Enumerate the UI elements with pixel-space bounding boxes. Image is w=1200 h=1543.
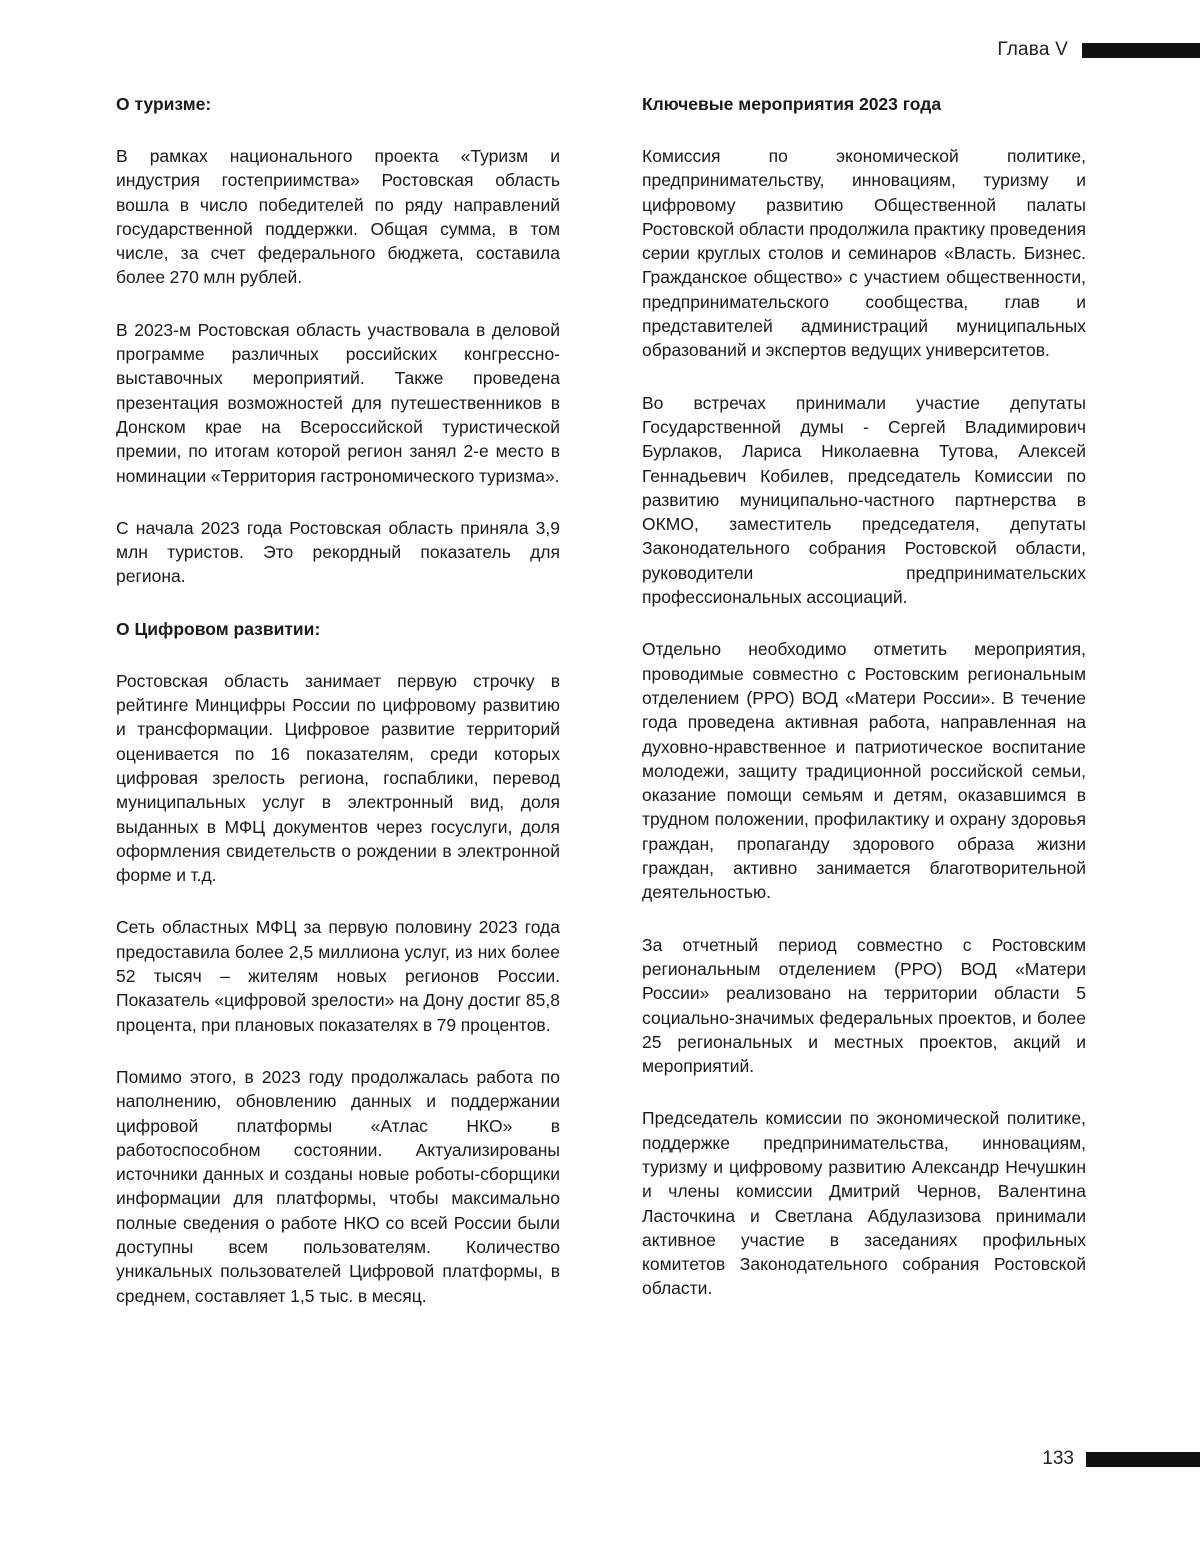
- footer-marker-bar: [1086, 1452, 1200, 1467]
- events-paragraph-1: Комиссия по экономической политике, предпринимательству, инновациям, туризму и цифровому развитию Общественной палаты Ростовской области продолжила практику проведения серии круглых столов и семинаров «Власть. Бизнес. Гражданское общество» с участием общественности, предпринимательского сообщества, глав и представителей администраций муниципальных образований и экспертов ведущих университетов.: [642, 146, 1086, 361]
- tourism-heading: О туризме:: [116, 94, 212, 114]
- chapter-marker-bar: [1082, 43, 1200, 58]
- events-paragraph-3: Отдельно необходимо отметить мероприятия, проводимые совместно с Ростовским региональным отделением (РРО) ВОД «Матери России». В течение года проведена активная работа, направленная на духовно-нравственное и патриотическое воспитание молодежи, защиту традиционной российской семьи, оказание помощи семьям и детям, оказавшимся в трудном положении, профилактику и охрану здоровья граждан, пропаганду здорового образа жизни граждан, активно занимается благотворительной деятельностью.: [642, 639, 1086, 903]
- tourism-paragraph-1: В рамках национального проекта «Туризм и индустрия гостеприимства» Ростовская область вошла в число победителей по ряду направлений государственной поддержки. Общая сумма, в том числе, за счет федерального бюджета, составила более 270 млн рублей.: [116, 146, 560, 288]
- page-footer: [1042, 1446, 1200, 1472]
- chapter-header: [997, 38, 1200, 62]
- digital-paragraph-3: Помимо этого, в 2023 году продолжалась работа по наполнению, обновлению данных и поддержании цифровой платформы «Атлас НКО» в работоспособном состоянии. Актуализированы источники данных и созданы новые роботы-сборщики информации для платформы, чтобы максимально полные сведения о работе НКО со всей России были доступны всем пользователям. Количество уникальных пользователей Цифровой платформы, в среднем, составляет 1,5 тыс. в месяц.: [116, 1066, 560, 1306]
- digital-heading: О Цифровом развитии:: [116, 618, 321, 639]
- events-heading: Ключевые мероприятия 2023 года: [642, 94, 942, 114]
- events-paragraph-4: За отчетный период совместно с Ростовским региональным отделением (РРО) ВОД «Матери России» реализовано на территории области 5 социально-значимых федеральных проектов, и более 25 региональных и местных проектов, акций и мероприятий.: [642, 934, 1086, 1077]
- events-paragraph-5: Председатель комиссии по экономической политике, поддержке предпринимательства, инновациям, туризму и цифровому развитию Александр Нечушкин и члены комиссии Дмитрий Чернов, Валентина Ласточкина и Светлана Абдулазизова принимали активное участие в заседаниях профильных комитетов Законодательного собрания Ростовской области.: [642, 1108, 1086, 1299]
- right-column: [642, 92, 1086, 1329]
- digital-paragraph-2: Сеть областных МФЦ за первую половину 2023 года предоставила более 2,5 миллиона услуг, из них более 52 тысяч – жителям новых регионов России. Показатель «цифровой зрелости» на Дону достиг 85,8 процента, при плановых показателях в 79 процентов.: [116, 917, 560, 1035]
- chapter-label: Глава V: [997, 39, 1068, 60]
- events-paragraph-2: Во встречах принимали участие депутаты Государственной думы - Сергей Владимирович Бурлаков, Лариса Николаевна Тутова, Алексей Геннадьевич Кобилев, председатель Комиссии по развитию муниципально-частного партнерства в ОКМО, заместитель председателя, депутаты Законодательного собрания Ростовской области, руководители предпринимательских профессиональных ассоциаций.: [642, 392, 1086, 608]
- page-number: 133: [1042, 1448, 1074, 1469]
- digital-paragraph-1: Ростовская область занимает первую строчку в рейтинге Минцифры России по цифровому развитию и трансформации. Цифровое развитие территорий оценивается по 16 показателям, среди которых цифровая зрелость региона, госпаблики, перевод муниципальных услуг в электронный вид, доля выданных в МФЦ документов через госуслуги, доля оформления свидетельств о рождении в электронной форме и т.д.: [116, 670, 560, 886]
- tourism-paragraph-3: С начала 2023 года Ростовская область приняла 3,9 млн туристов. Это рекордный показатель для региона.: [116, 517, 560, 587]
- left-column: [116, 92, 560, 1336]
- tourism-paragraph-2: В 2023-м Ростовская область участвовала в деловой программе различных российских конгрессно-выставочных мероприятий. Также проведена презентация возможностей для путешественников в Донском крае на Всероссийской туристической премии, по итогам которой регион занял 2-е место в номинации «Территория гастрономического туризма».: [116, 319, 560, 486]
